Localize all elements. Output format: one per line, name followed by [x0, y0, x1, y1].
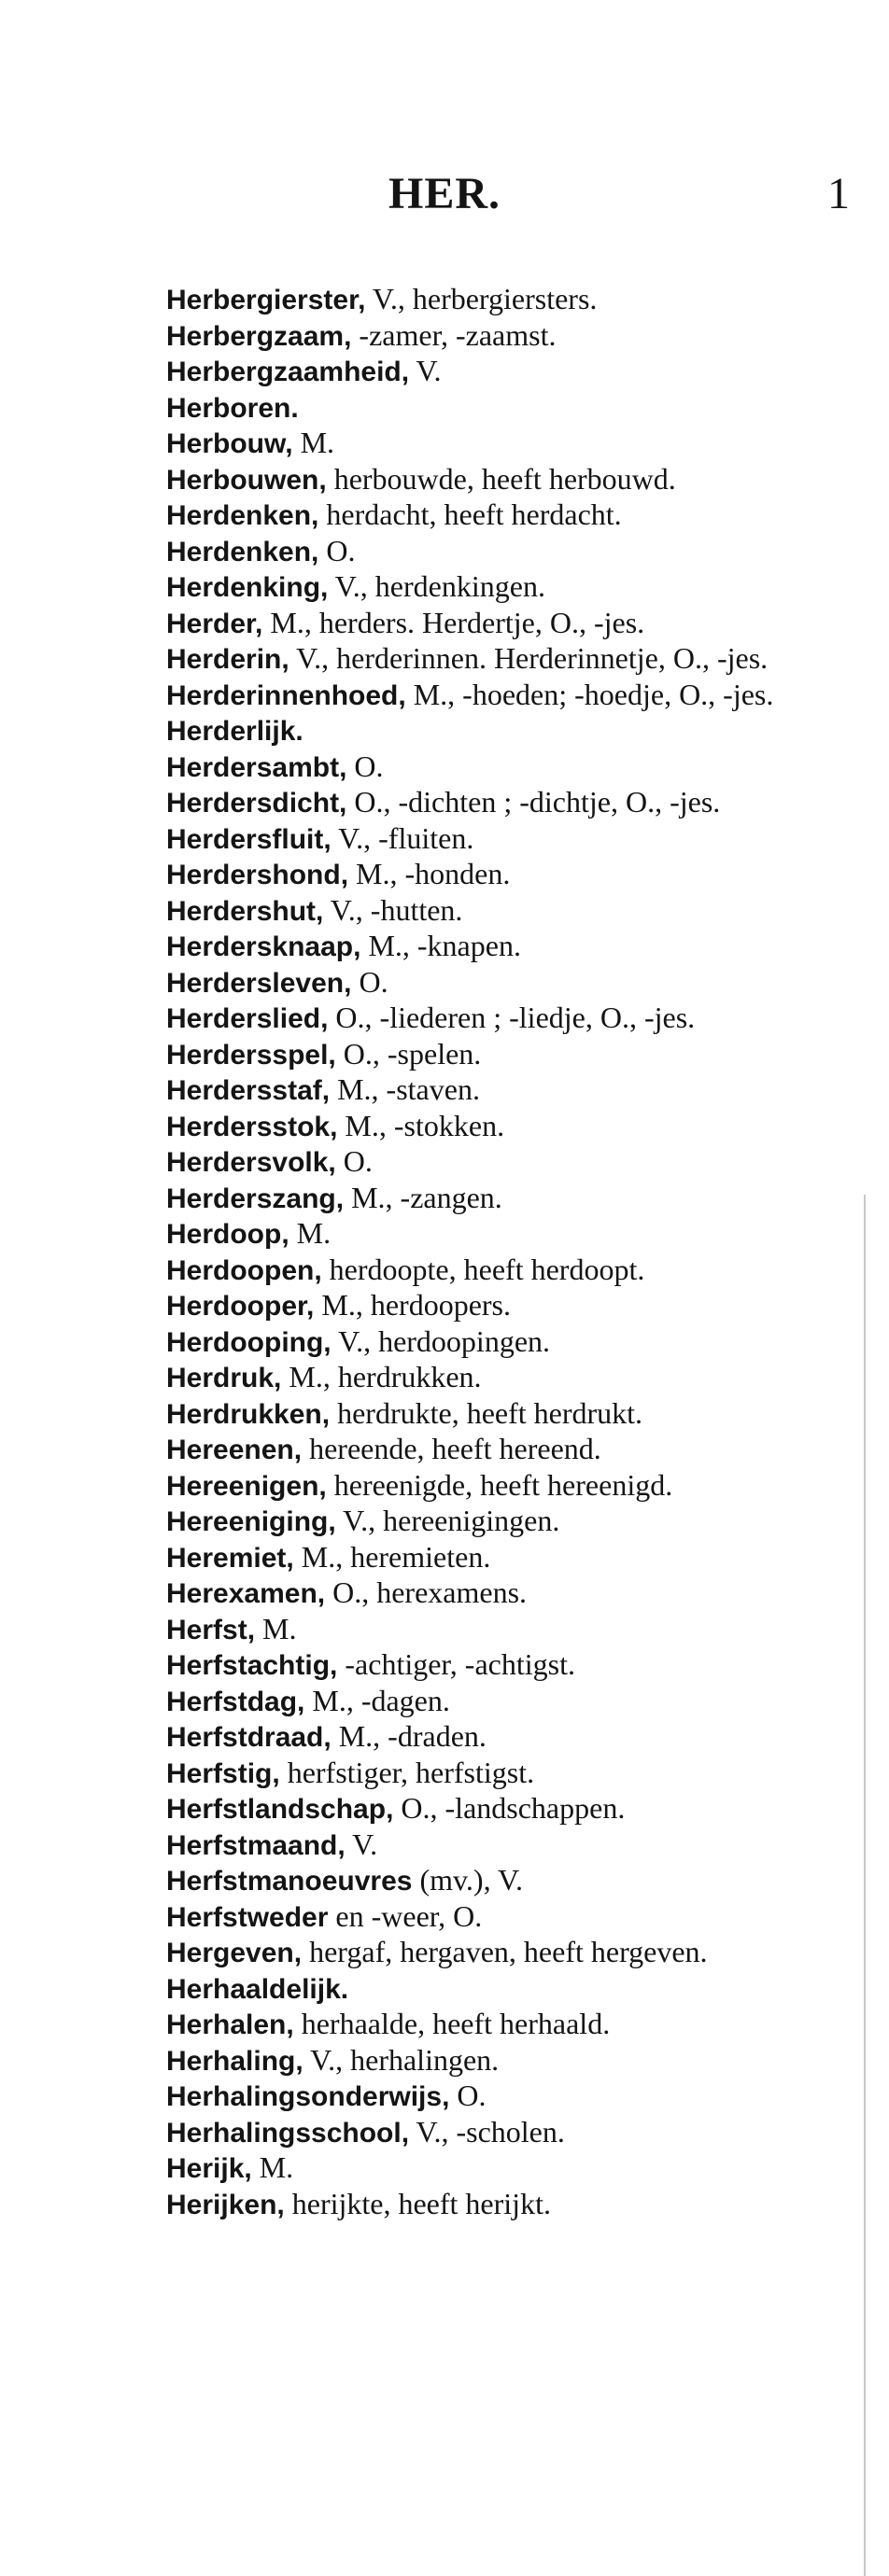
dictionary-entry: [166, 1001, 839, 1037]
entry-headword: Herfst,: [166, 1614, 256, 1645]
dictionary-entry: [166, 2079, 839, 2115]
entry-headword: Herhalingsonderwijs,: [166, 2081, 450, 2112]
entry-definition: O.: [449, 2079, 487, 2112]
entry-definition: V., -scholen.: [409, 2114, 565, 2149]
entry-headword: Herdooping,: [166, 1326, 332, 1358]
dictionary-entry: [166, 1575, 839, 1612]
entry-definition: hereende, heeft hereend.: [302, 1432, 601, 1465]
entry-definition: M.: [292, 426, 335, 459]
dictionary-entry: [166, 1432, 839, 1468]
entry-definition: O.: [351, 964, 388, 999]
entry-definition: O.: [335, 1144, 373, 1178]
entry-definition: hereenigde, heeft hereenigd.: [326, 1467, 673, 1502]
entry-headword: Herfstdag,: [166, 1686, 305, 1717]
dictionary-entry: [166, 282, 839, 318]
entry-definition: M., -dagen.: [304, 1683, 450, 1717]
dictionary-entry: [166, 1144, 839, 1181]
dictionary-entry: [166, 785, 839, 821]
dictionary-entry: [166, 929, 839, 965]
entry-definition: O., -spelen.: [335, 1036, 482, 1071]
dictionary-entry: [166, 1612, 839, 1648]
entry-definition: M., herders. Herdertje, O., -jes.: [262, 605, 645, 639]
entry-headword: Herdenken,: [166, 500, 319, 531]
dictionary-entry: [166, 1827, 839, 1864]
dictionary-entry: [166, 1216, 839, 1253]
dictionary-entry: [166, 1324, 839, 1361]
entry-headword: Herdrukken,: [166, 1398, 331, 1430]
entry-definition: V., -hutten.: [323, 892, 463, 927]
entry-headword: Hergeven,: [166, 1938, 303, 1968]
dictionary-entry: [166, 1756, 839, 1792]
entry-headword: Herdershond,: [166, 860, 349, 890]
entry-definition: V., herhalingen.: [303, 2042, 500, 2077]
entry-headword: Herdersstok,: [166, 1111, 338, 1142]
dictionary-entry: [166, 1072, 839, 1109]
entry-definition: M., heremieten.: [293, 1539, 491, 1574]
dictionary-entry: [166, 641, 839, 678]
entry-headword: Herfstachtig,: [166, 1650, 338, 1681]
entry-headword: Herfstmanoeuvres: [166, 1866, 413, 1897]
entry-definition: M., herdoopers.: [314, 1288, 511, 1322]
entry-definition: O., herexamens.: [325, 1575, 528, 1609]
dictionary-entry: [166, 1540, 839, 1576]
entry-definition: hergaf, hergaven, heeft hergeven.: [302, 1935, 708, 1968]
entry-definition: O., -landschappen.: [393, 1791, 626, 1825]
dictionary-entry: [166, 821, 839, 858]
entry-headword: Herexamen,: [166, 1578, 326, 1609]
entry-definition: herdrukte, heeft herdrukt.: [330, 1395, 643, 1430]
dictionary-entry: [166, 606, 839, 642]
dictionary-entry: [166, 1647, 839, 1684]
dictionary-entry: [166, 1863, 839, 1899]
entry-headword: Herbouw,: [166, 428, 293, 459]
entry-headword: Herderszang,: [166, 1183, 345, 1214]
entry-definition: M., -zangen.: [344, 1180, 502, 1214]
dictionary-entry: [166, 2007, 839, 2043]
dictionary-entry: [166, 1504, 839, 1540]
dictionary-entry: [166, 497, 839, 534]
entry-headword: Herderin,: [166, 644, 289, 675]
entry-headword: Herdersfluit,: [166, 823, 332, 855]
entry-headword: Herfstdraad,: [166, 1722, 332, 1753]
entry-definition: herbouwde, heeft herbouwd.: [326, 461, 676, 496]
entry-definition: herhaalde, heeft herhaald.: [293, 2007, 611, 2040]
entry-headword: Herdersleven,: [166, 967, 352, 999]
entry-headword: Herfstig,: [166, 1757, 280, 1789]
entry-definition: en -weer, O.: [328, 1898, 483, 1933]
entry-definition: V., herderinnen. Herderinnetje, O., -jes.: [289, 641, 769, 675]
dictionary-entry: [166, 1360, 839, 1396]
entry-headword: Herdenking,: [166, 572, 329, 603]
entry-headword: Herbergzaam,: [166, 320, 352, 352]
entry-headword: Herderlijk.: [166, 716, 303, 747]
entry-headword: Herdooper,: [166, 1291, 315, 1322]
entry-headword: Herhaling,: [166, 2045, 303, 2077]
dictionary-entry: [166, 1935, 839, 1971]
entry-definition: V., -fluiten.: [331, 820, 474, 855]
entry-headword: Herderslied,: [166, 1003, 329, 1034]
entry-definition: -zamer, -zaamst.: [351, 317, 557, 352]
entry-definition: M., -staven.: [330, 1072, 480, 1106]
entry-definition: herfstiger, herfstigst.: [279, 1755, 535, 1789]
entry-definition: M., -draden.: [331, 1719, 487, 1753]
entry-definition: M.: [289, 1216, 332, 1250]
dictionary-entry: [166, 713, 839, 749]
entry-definition: M., -honden.: [348, 857, 511, 890]
entry-headword: Herdruk,: [166, 1363, 282, 1393]
entry-headword: Herdoopen,: [166, 1254, 322, 1286]
entry-definition: V., herbergiersters.: [365, 282, 598, 315]
entry-headword: Herdenken,: [166, 536, 319, 567]
dictionary-entry: [166, 426, 839, 462]
dictionary-entry: [166, 1253, 839, 1289]
entry-headword: Herboren.: [166, 392, 299, 424]
dictionary-entry: [166, 2115, 839, 2151]
dictionary-entry: [166, 1719, 839, 1756]
entry-headword: Herfstlandschap,: [166, 1794, 394, 1825]
dictionary-entry: [166, 2043, 839, 2079]
dictionary-entry: [166, 749, 839, 786]
dictionary-entry: [166, 318, 839, 355]
entry-definition: V., herdenkingen.: [328, 569, 545, 603]
entry-headword: Hereeniging,: [166, 1506, 336, 1537]
entry-headword: Herfstmaand,: [166, 1829, 346, 1861]
entry-definition: herdacht, heeft herdacht.: [318, 497, 622, 531]
entry-definition: M., -hoeden; -hoedje, O., -jes.: [405, 677, 774, 711]
entry-headword: Herbouwen,: [166, 464, 327, 496]
entry-definition: V.: [409, 354, 442, 387]
dictionary-entry: [166, 354, 839, 390]
entry-headword: Herbergierster,: [166, 285, 366, 315]
entry-headword: Herhaaldelijk.: [166, 1973, 349, 2005]
dictionary-entry: [166, 678, 839, 714]
entry-definition: M., -stokken.: [337, 1108, 505, 1142]
entry-headword: Herdersspel,: [166, 1039, 336, 1071]
entry-headword: Herderinnenhoed,: [166, 679, 406, 711]
entry-headword: Heremiet,: [166, 1542, 294, 1574]
entry-definition: V., herdoopingen.: [331, 1323, 551, 1358]
entry-headword: Herdersambt,: [166, 751, 347, 783]
entry-headword: Hereenen,: [166, 1435, 303, 1465]
dictionary-entry: [166, 965, 839, 1001]
dictionary-entry: [166, 1468, 839, 1505]
dictionary-entry: [166, 2150, 839, 2187]
entry-definition: O., -dichten ; -dichtje, O., -jes.: [346, 785, 721, 819]
margin-rule: [864, 1195, 866, 2576]
dictionary-entry: [166, 2187, 839, 2223]
dictionary-entry: [166, 390, 839, 427]
entry-definition: V., hereenigingen.: [335, 1504, 560, 1537]
dictionary-entry: [166, 1181, 839, 1217]
dictionary-entry: [166, 1109, 839, 1145]
dictionary-entries: [166, 282, 839, 2222]
entry-headword: Herfstweder: [166, 1901, 329, 1933]
entry-headword: Herijk,: [166, 2153, 252, 2184]
entry-definition: O., -liederen ; -liedje, O., -jes.: [328, 1001, 696, 1034]
entry-headword: Herdersvolk,: [166, 1147, 336, 1178]
dictionary-entry: [166, 893, 839, 930]
entry-headword: Herdersstaf,: [166, 1075, 331, 1106]
entry-definition: M.: [255, 1611, 297, 1645]
entry-definition: herijkte, heeft herijkt.: [284, 2186, 551, 2220]
entry-headword: Herdoop,: [166, 1219, 289, 1250]
entry-definition: -achtiger, -achtigst.: [337, 1647, 575, 1681]
dictionary-entry: [166, 1684, 839, 1720]
page-number: 1: [827, 169, 850, 218]
entry-headword: Hereenigen,: [166, 1470, 327, 1502]
entry-definition: M., herdrukken.: [281, 1360, 482, 1393]
dictionary-entry: [166, 1791, 839, 1827]
entry-headword: Herdershut,: [166, 895, 324, 927]
entry-definition: M.: [251, 2150, 294, 2184]
dictionary-entry: [166, 1037, 839, 1073]
entry-headword: Herbergzaamheid,: [166, 357, 410, 387]
dictionary-entry: [166, 1288, 839, 1324]
entry-headword: Herhalingsschool,: [166, 2117, 410, 2149]
dictionary-entry: [166, 534, 839, 570]
dictionary-entry: [166, 1899, 839, 1936]
entry-definition: M., -knapen.: [360, 929, 521, 962]
dictionary-entry: [166, 569, 839, 606]
dictionary-entry: [166, 1971, 839, 2008]
entry-headword: Herijken,: [166, 2189, 285, 2220]
dictionary-entry: [166, 462, 839, 498]
entry-headword: Herdersknaap,: [166, 931, 361, 962]
entry-headword: Herder,: [166, 608, 263, 639]
dictionary-entry: [166, 857, 839, 893]
page-title: HER.: [388, 169, 501, 218]
entry-headword: Herdersdicht,: [166, 788, 347, 819]
entry-headword: Herhalen,: [166, 2009, 294, 2040]
entry-definition: herdoopte, heeft herdoopt.: [321, 1252, 645, 1286]
entry-definition: (mv.), V.: [412, 1863, 523, 1897]
entry-definition: O.: [346, 749, 384, 783]
entry-definition: O.: [318, 533, 356, 567]
dictionary-entry: [166, 1396, 839, 1433]
entry-definition: V.: [345, 1827, 378, 1861]
